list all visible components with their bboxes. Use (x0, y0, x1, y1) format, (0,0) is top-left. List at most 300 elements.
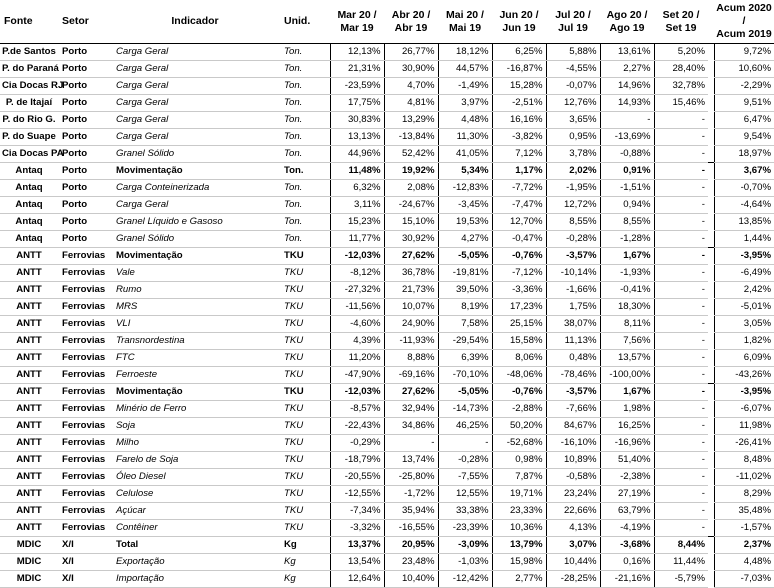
table-row (0, 95, 774, 112)
cell-value: 25,15% (492, 316, 546, 333)
cell-value: -12,55% (330, 486, 384, 503)
cell-value: 4,48% (438, 112, 492, 129)
cell-unid: Kg (280, 537, 330, 554)
cell-value: - (654, 231, 708, 248)
cell-value: -23,39% (438, 520, 492, 537)
cell-unid: Ton. (280, 44, 330, 61)
cell-value: -5,05% (438, 248, 492, 265)
table-row (0, 112, 774, 129)
cell-fonte: ANTT (0, 520, 58, 537)
cell-value: 23,33% (492, 503, 546, 520)
cell-setor: Porto (58, 197, 110, 214)
header-period: Set 20 / Set 19 (654, 0, 708, 44)
cell-indicador: Contêiner (110, 520, 280, 537)
table-row (0, 520, 774, 537)
cell-value: 6,32% (330, 180, 384, 197)
cell-value: -48,06% (492, 367, 546, 384)
cell-value: 3,07% (546, 537, 600, 554)
cell-unid: TKU (280, 350, 330, 367)
cell-setor: Ferrovias (58, 401, 110, 418)
cell-value: 10,44% (546, 554, 600, 571)
table-row (0, 384, 774, 401)
cell-acum: 9,72% (714, 44, 774, 61)
cell-value: 27,62% (384, 384, 438, 401)
cell-indicador: Soja (110, 418, 280, 435)
cell-value: - (654, 435, 708, 452)
cell-value: -5,05% (438, 384, 492, 401)
header-period: Abr 20 / Abr 19 (384, 0, 438, 44)
cell-value: -16,87% (492, 61, 546, 78)
cell-setor: Ferrovias (58, 299, 110, 316)
cell-value: -24,67% (384, 197, 438, 214)
cell-value: -14,73% (438, 401, 492, 418)
cell-value: -13,69% (600, 129, 654, 146)
cell-value: -27,32% (330, 282, 384, 299)
cell-value: - (438, 435, 492, 452)
cell-acum: -6,07% (714, 401, 774, 418)
cell-fonte: MDIC (0, 571, 58, 588)
cell-value: 13,61% (600, 44, 654, 61)
cell-unid: TKU (280, 401, 330, 418)
cell-value: 27,19% (600, 486, 654, 503)
cell-fonte: ANTT (0, 333, 58, 350)
cell-value: 0,48% (546, 350, 600, 367)
cell-fonte: P. do Paraná (0, 61, 58, 78)
cell-value: 30,90% (384, 61, 438, 78)
cell-value: -19,81% (438, 265, 492, 282)
cell-value: -7,72% (492, 180, 546, 197)
cell-setor: X/I (58, 537, 110, 554)
cell-value: -4,19% (600, 520, 654, 537)
cell-value: 4,13% (546, 520, 600, 537)
cell-value: 17,23% (492, 299, 546, 316)
table-row (0, 537, 774, 554)
cell-value: 4,81% (384, 95, 438, 112)
cell-setor: Porto (58, 146, 110, 163)
cell-value: -16,96% (600, 435, 654, 452)
table-row (0, 78, 774, 95)
cell-setor: Porto (58, 163, 110, 180)
cell-indicador: Rumo (110, 282, 280, 299)
cell-value: 35,94% (384, 503, 438, 520)
cell-acum: -43,26% (714, 367, 774, 384)
cell-value: - (654, 299, 708, 316)
cell-setor: Ferrovias (58, 333, 110, 350)
cell-value: -2,38% (600, 469, 654, 486)
cell-value: -0,28% (546, 231, 600, 248)
cell-indicador: Carga Geral (110, 61, 280, 78)
cell-setor: Ferrovias (58, 367, 110, 384)
cell-fonte: P. do Suape (0, 129, 58, 146)
cell-value: -3,36% (492, 282, 546, 299)
cell-value: 13,74% (384, 452, 438, 469)
cell-value: 17,75% (330, 95, 384, 112)
header-period: Jun 20 / Jun 19 (492, 0, 546, 44)
cell-indicador: Açúcar (110, 503, 280, 520)
cell-value: 11,48% (330, 163, 384, 180)
table-row (0, 452, 774, 469)
cell-acum: 4,48% (714, 554, 774, 571)
cell-value: -0,28% (438, 452, 492, 469)
cell-value: -1,95% (546, 180, 600, 197)
cell-value: -0,41% (600, 282, 654, 299)
header-period: Ago 20 / Ago 19 (600, 0, 654, 44)
cell-value: 10,89% (546, 452, 600, 469)
cell-value: - (654, 282, 708, 299)
table-row (0, 265, 774, 282)
cell-value: -0,58% (546, 469, 600, 486)
cell-acum: 6,09% (714, 350, 774, 367)
cell-value: -2,51% (492, 95, 546, 112)
cell-value: 84,67% (546, 418, 600, 435)
cell-acum: -3,95% (714, 384, 774, 401)
cell-value: 5,20% (654, 44, 708, 61)
cell-acum: 6,47% (714, 112, 774, 129)
cell-value: 19,71% (492, 486, 546, 503)
cell-fonte: ANTT (0, 435, 58, 452)
cell-value: 15,23% (330, 214, 384, 231)
header-fonte: Fonte (0, 0, 58, 44)
cell-value: -7,55% (438, 469, 492, 486)
cell-value: 23,48% (384, 554, 438, 571)
cell-value: 12,13% (330, 44, 384, 61)
cell-value: -0,88% (600, 146, 654, 163)
cell-value: -100,00% (600, 367, 654, 384)
cell-value: 13,37% (330, 537, 384, 554)
cell-unid: TKU (280, 520, 330, 537)
cell-acum: -6,49% (714, 265, 774, 282)
cell-value: 19,92% (384, 163, 438, 180)
cell-indicador: FTC (110, 350, 280, 367)
cell-setor: Ferrovias (58, 350, 110, 367)
cell-fonte: Antaq (0, 214, 58, 231)
cell-value: -52,68% (492, 435, 546, 452)
cell-value: 3,97% (438, 95, 492, 112)
cell-value: - (654, 384, 708, 401)
cell-value: 7,56% (600, 333, 654, 350)
cell-unid: Kg (280, 554, 330, 571)
cell-setor: Ferrovias (58, 435, 110, 452)
cell-fonte: ANTT (0, 299, 58, 316)
cell-value: 10,40% (384, 571, 438, 588)
cell-value: -69,16% (384, 367, 438, 384)
cell-value: -8,57% (330, 401, 384, 418)
table-body (0, 44, 774, 588)
cell-value: -3,57% (546, 248, 600, 265)
cell-value: 8,19% (438, 299, 492, 316)
cell-value: -0,29% (330, 435, 384, 452)
cell-setor: Porto (58, 231, 110, 248)
cell-acum: 3,05% (714, 316, 774, 333)
table-row (0, 231, 774, 248)
cell-value: 4,70% (384, 78, 438, 95)
cell-value: 12,76% (546, 95, 600, 112)
cell-value: -29,54% (438, 333, 492, 350)
table-row (0, 282, 774, 299)
cell-value: 1,17% (492, 163, 546, 180)
cell-value: 14,93% (600, 95, 654, 112)
header-period: Jul 20 / Jul 19 (546, 0, 600, 44)
cell-value: 34,86% (384, 418, 438, 435)
cell-acum: -7,03% (714, 571, 774, 588)
cell-fonte: ANTT (0, 367, 58, 384)
cell-value: 30,83% (330, 112, 384, 129)
cell-fonte: ANTT (0, 350, 58, 367)
cell-value: 21,73% (384, 282, 438, 299)
cell-value: -7,12% (492, 265, 546, 282)
table-row (0, 44, 774, 61)
cell-value: 13,79% (492, 537, 546, 554)
cell-value: 4,27% (438, 231, 492, 248)
cell-indicador: Carga Geral (110, 112, 280, 129)
cell-value: - (654, 197, 708, 214)
cell-indicador: Movimentação (110, 163, 280, 180)
cell-value: -3,09% (438, 537, 492, 554)
cell-unid: Ton. (280, 214, 330, 231)
cell-acum: 11,98% (714, 418, 774, 435)
header-period: Mar 20 / Mar 19 (330, 0, 384, 44)
cell-unid: Ton. (280, 95, 330, 112)
table-row (0, 554, 774, 571)
cell-indicador: Carga Geral (110, 129, 280, 146)
cell-unid: TKU (280, 486, 330, 503)
cell-value: 14,96% (600, 78, 654, 95)
cell-unid: Ton. (280, 129, 330, 146)
cell-value: -0,76% (492, 384, 546, 401)
cell-setor: Ferrovias (58, 503, 110, 520)
cell-value: -23,59% (330, 78, 384, 95)
cell-value: 1,67% (600, 248, 654, 265)
header-setor: Setor (58, 0, 110, 44)
cell-value: 12,72% (546, 197, 600, 214)
cell-value: -7,47% (492, 197, 546, 214)
table-row (0, 214, 774, 231)
cell-value: - (654, 316, 708, 333)
cell-fonte: ANTT (0, 503, 58, 520)
cell-value: - (654, 367, 708, 384)
cell-indicador: Carga Geral (110, 44, 280, 61)
cell-value: 51,40% (600, 452, 654, 469)
cell-value: -70,10% (438, 367, 492, 384)
cell-value: 44,57% (438, 61, 492, 78)
cell-value: -3,82% (492, 129, 546, 146)
cell-value: -18,79% (330, 452, 384, 469)
header-period: Mai 20 / Mai 19 (438, 0, 492, 44)
cell-unid: Ton. (280, 231, 330, 248)
cell-value: 19,53% (438, 214, 492, 231)
cell-value: 0,91% (600, 163, 654, 180)
cell-value: -7,66% (546, 401, 600, 418)
cell-value: 10,07% (384, 299, 438, 316)
cell-unid: TKU (280, 316, 330, 333)
cell-indicador: Carga Geral (110, 197, 280, 214)
cell-fonte: P.de Santos (0, 44, 58, 61)
cell-value: - (654, 248, 708, 265)
cell-value: - (654, 146, 708, 163)
cell-acum: 2,42% (714, 282, 774, 299)
cell-unid: Ton. (280, 163, 330, 180)
cell-setor: Porto (58, 78, 110, 95)
cell-value: 15,28% (492, 78, 546, 95)
cell-value: -3,68% (600, 537, 654, 554)
cell-value: 5,34% (438, 163, 492, 180)
cell-indicador: Importação (110, 571, 280, 588)
cell-acum: -3,95% (714, 248, 774, 265)
table-header-row (0, 0, 774, 44)
cell-setor: Porto (58, 44, 110, 61)
cell-value: 3,11% (330, 197, 384, 214)
table-row (0, 367, 774, 384)
cell-value: - (654, 350, 708, 367)
cell-value: 0,16% (600, 554, 654, 571)
cell-value: 23,24% (546, 486, 600, 503)
cell-value: 6,25% (492, 44, 546, 61)
cell-value: - (600, 112, 654, 129)
cell-value: -78,46% (546, 367, 600, 384)
cell-value: 1,75% (546, 299, 600, 316)
cell-value: 7,87% (492, 469, 546, 486)
cell-value: 12,70% (492, 214, 546, 231)
cell-indicador: MRS (110, 299, 280, 316)
cell-indicador: Celulose (110, 486, 280, 503)
cell-acum: -4,64% (714, 197, 774, 214)
cell-value: 0,95% (546, 129, 600, 146)
cell-setor: Porto (58, 180, 110, 197)
cell-value: 8,88% (384, 350, 438, 367)
header-unid: Unid. (280, 0, 330, 44)
cell-value: 22,66% (546, 503, 600, 520)
cell-value: 13,54% (330, 554, 384, 571)
cell-value: 63,79% (600, 503, 654, 520)
cell-value: 13,13% (330, 129, 384, 146)
cell-value: -12,03% (330, 384, 384, 401)
cell-fonte: ANTT (0, 401, 58, 418)
table-row (0, 197, 774, 214)
table-row (0, 401, 774, 418)
cell-value: 8,44% (654, 537, 708, 554)
table-row (0, 316, 774, 333)
cell-value: 4,39% (330, 333, 384, 350)
table-row (0, 418, 774, 435)
cell-setor: Ferrovias (58, 316, 110, 333)
cell-value: - (654, 486, 708, 503)
cell-value: -10,14% (546, 265, 600, 282)
cell-value: 8,55% (600, 214, 654, 231)
cell-unid: Ton. (280, 78, 330, 95)
cell-fonte: Antaq (0, 180, 58, 197)
cell-setor: Ferrovias (58, 248, 110, 265)
cell-unid: Ton. (280, 146, 330, 163)
cell-indicador: Milho (110, 435, 280, 452)
cell-value: - (654, 469, 708, 486)
cell-value: 26,77% (384, 44, 438, 61)
cell-value: 38,07% (546, 316, 600, 333)
table-row (0, 435, 774, 452)
cell-value: 7,58% (438, 316, 492, 333)
cell-value: 0,94% (600, 197, 654, 214)
table-row (0, 180, 774, 197)
cell-unid: Ton. (280, 112, 330, 129)
cell-value: 18,12% (438, 44, 492, 61)
cell-value: -22,43% (330, 418, 384, 435)
table-row (0, 299, 774, 316)
cell-value: 28,40% (654, 61, 708, 78)
cell-unid: TKU (280, 384, 330, 401)
cell-value: 8,11% (600, 316, 654, 333)
cell-setor: Porto (58, 129, 110, 146)
cell-value: 10,36% (492, 520, 546, 537)
table-row (0, 129, 774, 146)
cell-indicador: VLI (110, 316, 280, 333)
cell-unid: TKU (280, 469, 330, 486)
table-row (0, 146, 774, 163)
cell-value: 13,57% (600, 350, 654, 367)
cell-indicador: Movimentação (110, 384, 280, 401)
cell-setor: Porto (58, 112, 110, 129)
cell-value: - (654, 503, 708, 520)
cell-value: 41,05% (438, 146, 492, 163)
cell-value: -1,72% (384, 486, 438, 503)
cell-value: 32,78% (654, 78, 708, 95)
cell-value: - (654, 418, 708, 435)
cell-value: - (654, 112, 708, 129)
cell-fonte: Antaq (0, 163, 58, 180)
cell-value: -11,93% (384, 333, 438, 350)
cell-value: -7,34% (330, 503, 384, 520)
cell-value: -11,56% (330, 299, 384, 316)
cell-value: -47,90% (330, 367, 384, 384)
cell-fonte: ANTT (0, 452, 58, 469)
cell-value: 6,39% (438, 350, 492, 367)
cell-value: 15,46% (654, 95, 708, 112)
cell-fonte: MDIC (0, 537, 58, 554)
cell-setor: Ferrovias (58, 452, 110, 469)
cell-value: 11,30% (438, 129, 492, 146)
cell-fonte: ANTT (0, 248, 58, 265)
cell-value: 15,10% (384, 214, 438, 231)
cell-acum: 8,29% (714, 486, 774, 503)
cell-value: - (654, 520, 708, 537)
cell-fonte: ANTT (0, 469, 58, 486)
cell-fonte: ANTT (0, 384, 58, 401)
cell-acum: 18,97% (714, 146, 774, 163)
cell-indicador: Carga Conteinerizada (110, 180, 280, 197)
cell-indicador: Vale (110, 265, 280, 282)
cell-unid: TKU (280, 299, 330, 316)
cell-value: -16,55% (384, 520, 438, 537)
cell-value: 16,16% (492, 112, 546, 129)
cell-indicador: Movimentação (110, 248, 280, 265)
cell-indicador: Ferroeste (110, 367, 280, 384)
cell-setor: Porto (58, 214, 110, 231)
cell-value: 3,78% (546, 146, 600, 163)
cell-value: -4,55% (546, 61, 600, 78)
table-row (0, 350, 774, 367)
cell-value: 15,58% (492, 333, 546, 350)
cell-value: - (654, 452, 708, 469)
cell-indicador: Farelo de Soja (110, 452, 280, 469)
cell-value: 39,50% (438, 282, 492, 299)
cell-fonte: ANTT (0, 418, 58, 435)
cell-acum: 1,44% (714, 231, 774, 248)
cell-setor: Ferrovias (58, 418, 110, 435)
cell-value: -3,32% (330, 520, 384, 537)
cell-value: -0,76% (492, 248, 546, 265)
table-row (0, 503, 774, 520)
cell-value: -21,16% (600, 571, 654, 588)
cell-value: 44,96% (330, 146, 384, 163)
table-row (0, 469, 774, 486)
